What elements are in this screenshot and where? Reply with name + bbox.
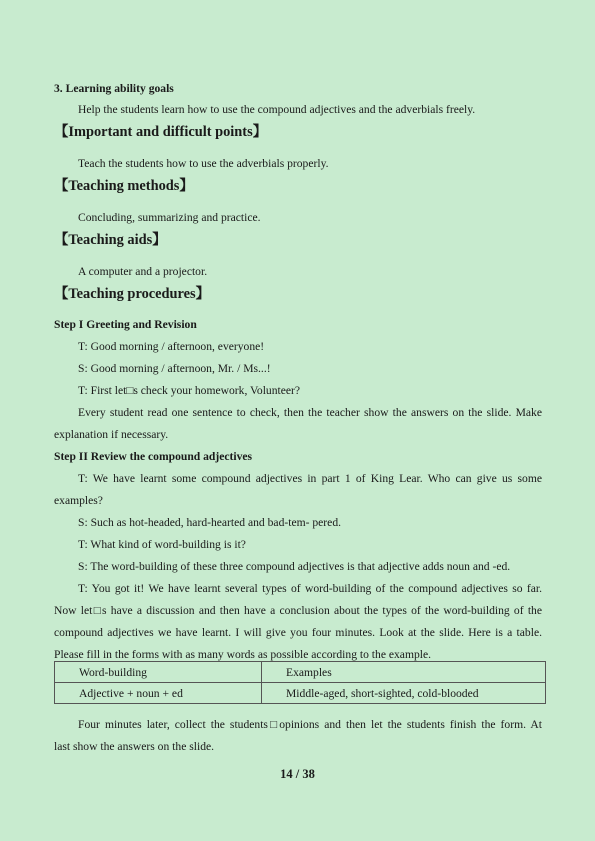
important-points-heading: 【Important and difficult points】	[54, 124, 268, 140]
paragraph-line: T: We have learnt some compound adjectives in part 1 of King Lear. Who can give us some	[78, 472, 542, 485]
table-cell: Adjective + noun + ed	[55, 683, 262, 704]
paragraph-line: Now let□s have a discussion and then have a conclusion about the types of the word-building of the	[54, 604, 542, 617]
paragraph-line: last show the answers on the slide.	[54, 740, 215, 753]
paragraph-line: Every student read one sentence to check, then the teacher show the answers on the slide. Make	[78, 406, 542, 419]
dialogue-line: T: Good morning / afternoon, everyone!	[78, 340, 265, 353]
step-heading: Step II Review the compound adjectives	[54, 450, 253, 463]
dialogue-line: T: What kind of word-building is it?	[78, 538, 246, 551]
table-header-row	[55, 662, 546, 683]
paragraph-line: explanation if necessary.	[54, 428, 169, 441]
word-building-table	[54, 661, 546, 704]
paragraph-line: examples?	[54, 494, 103, 507]
table-header-cell: Word-building	[55, 662, 262, 683]
paragraph: A computer and a projector.	[78, 265, 208, 278]
paragraph-line: Four minutes later, collect the students□opinions and then let the students finish the form. At	[78, 718, 542, 731]
step-heading: Step I Greeting and Revision	[54, 318, 197, 331]
paragraph: Concluding, summarizing and practice.	[78, 211, 261, 224]
dialogue-line: T: First let□s check your homework, Volunteer?	[78, 384, 301, 397]
dialogue-line: S: Such as hot-headed, hard-hearted and bad-tem- pered.	[78, 516, 342, 529]
paragraph: Help the students learn how to use the compound adjectives and the adverbials freely.	[78, 103, 476, 116]
table-header-cell: Examples	[262, 662, 546, 683]
paragraph: Teach the students how to use the adverbials properly.	[78, 157, 329, 170]
paragraph-line: compound adjectives we have learnt. I will give you four minutes. Look at the slide. Here is a table.	[54, 626, 542, 639]
table-row	[55, 683, 546, 704]
teaching-aids-heading: 【Teaching aids】	[54, 232, 167, 248]
paragraph-line: Please fill in the forms with as many words as possible according to the example.	[54, 648, 432, 661]
page-number: 14 / 38	[280, 767, 315, 781]
paragraph-line: T: You got it! We have learnt several types of word-building of the compound adjectives so far.	[78, 582, 542, 595]
teaching-procedures-heading: 【Teaching procedures】	[54, 286, 211, 302]
teaching-methods-heading: 【Teaching methods】	[54, 178, 194, 194]
learning-ability-goals-heading: 3. Learning ability goals	[54, 82, 174, 95]
dialogue-line: S: Good morning / afternoon, Mr. / Ms...!	[78, 362, 271, 375]
table-cell: Middle-aged, short-sighted, cold-blooded	[262, 683, 546, 704]
dialogue-line: S: The word-building of these three compound adjectives is that adjective adds noun and -ed.	[78, 560, 511, 573]
